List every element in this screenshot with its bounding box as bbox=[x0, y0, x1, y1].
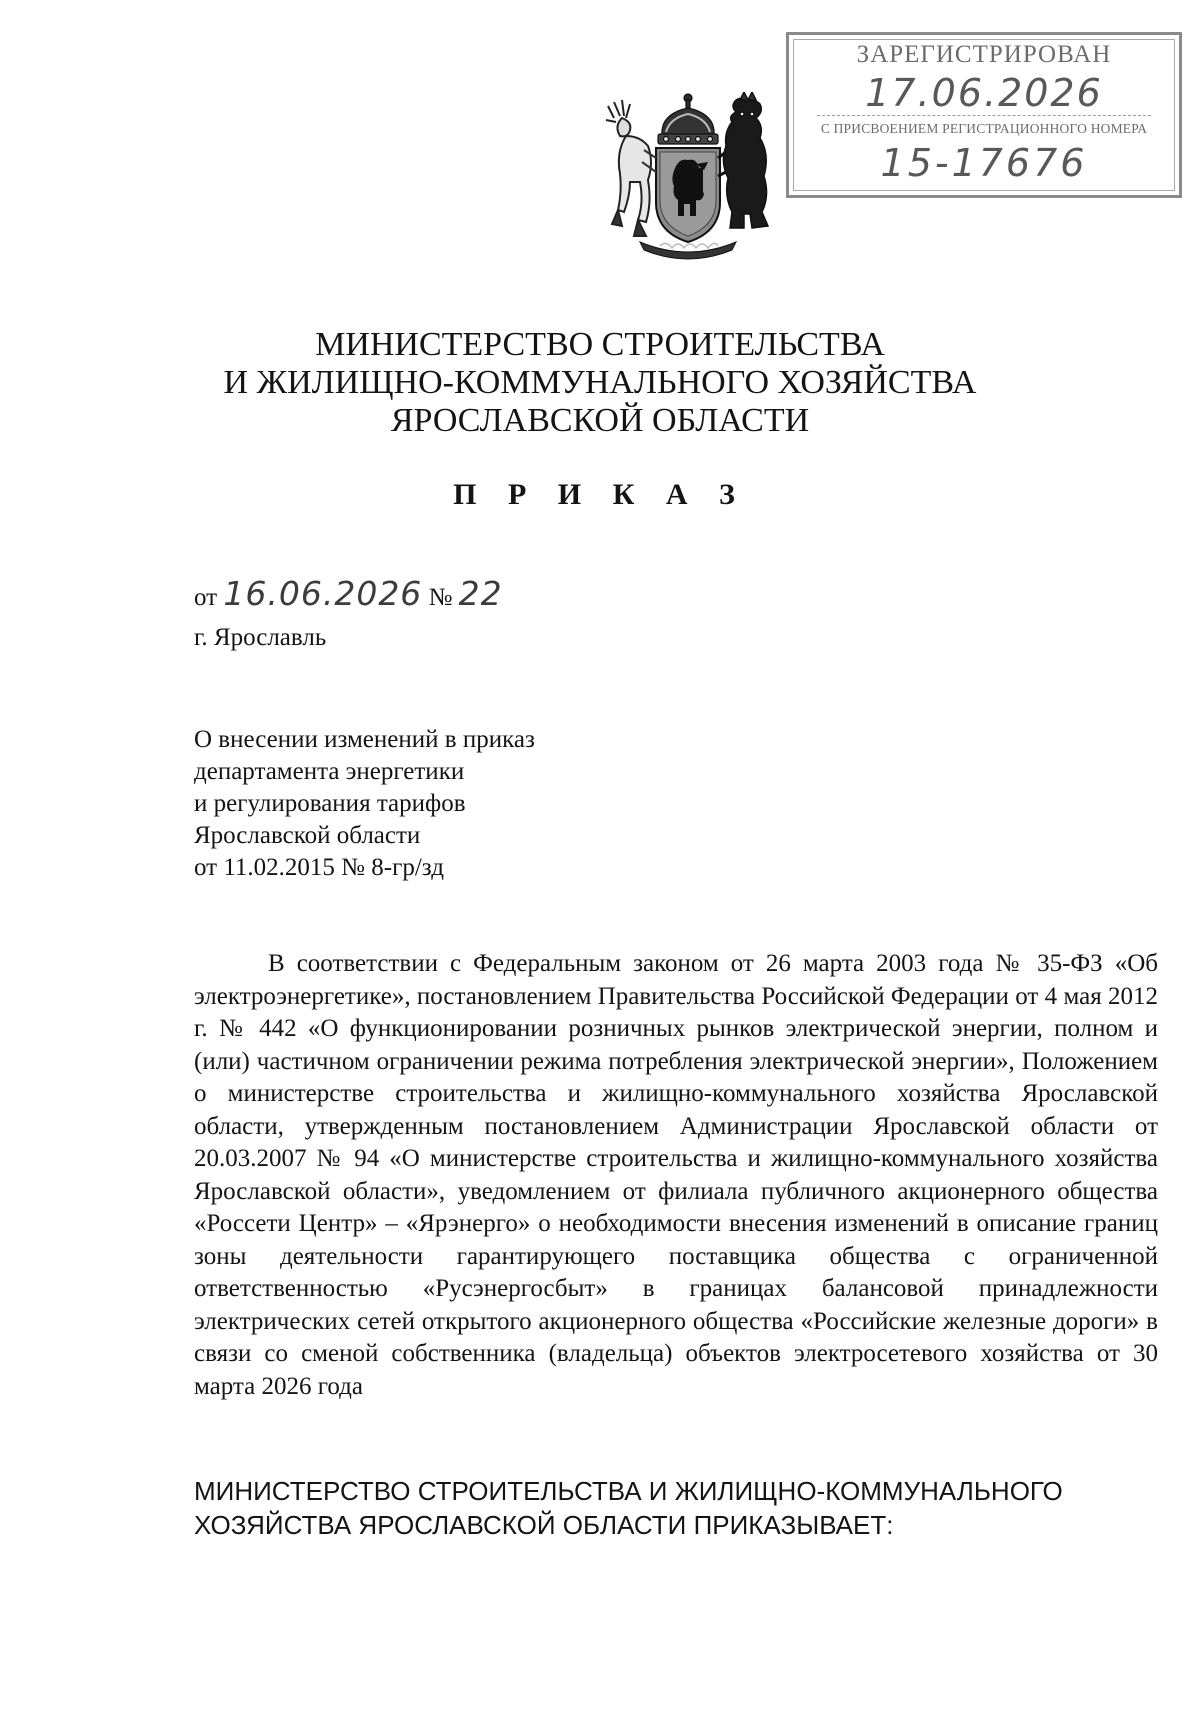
shield-icon bbox=[656, 148, 720, 242]
stamp-title: ЗАРЕГИСТРИРОВАН bbox=[856, 41, 1112, 68]
subject-line: департамента энергетики bbox=[194, 758, 465, 785]
registration-stamp bbox=[786, 32, 1182, 198]
bear-supporter-icon bbox=[718, 92, 768, 228]
deer-supporter-icon bbox=[606, 100, 656, 236]
preamble-paragraph: В соответствии с Федеральным законом от 26 марта 2003 года № 35-ФЗ «Об электроэнергетике», постановлением Правительства Российской Федерации от 4 мая 2012 г. № 442 «О функционировании розничных рынков электрической энергии, полном и (или) частичном ограничении режима потребления электрической энергии», Положением о министерстве строительства и жилищно-коммунального хозяйства Ярославской области, утвержденным постановлением Администрации Ярославской области от 20.03.2007 № 94 «О министерстве строительства и жилищно-коммунального хозяйства Ярославской области», уведомлением от филиала публичного акционерного общества «Россети Центр» – «Ярэнерго» о необходимости внесения изменений в описание границ зоны деятельности гарантирующего поставщика общества с ограниченной ответственностью «Русэнергосбыт» в границах балансовой принадлежности электрических сетей открытого акционерного общества «Российские железные дороги» в связи со сменой собственника (владельца) объектов электросетевого хозяйства от 30 марта 2026 года bbox=[194, 950, 1158, 1400]
order-city: г. Ярославль bbox=[194, 624, 327, 651]
ministry-line: МИНИСТЕРСТВО СТРОИТЕЛЬСТВА bbox=[315, 326, 885, 363]
crown-icon bbox=[658, 94, 718, 144]
order-date-number bbox=[194, 574, 503, 613]
order-subject bbox=[194, 724, 535, 884]
order-number: 22 bbox=[458, 574, 503, 613]
ministry-name bbox=[0, 326, 1200, 440]
operative-clause: МИНИСТЕРСТВО СТРОИТЕЛЬСТВА И ЖИЛИЩНО-КОММУНАЛЬНОГО ХОЗЯЙСТВА ЯРОСЛАВСКОЙ ОБЛАСТИ ПРИКАЗЫВАЕТ: bbox=[194, 1476, 1063, 1540]
order-date: 16.06.2026 bbox=[223, 574, 423, 613]
base-ribbon-icon bbox=[640, 242, 736, 259]
subject-line: от 11.02.2015 № 8-гр/зд bbox=[194, 854, 444, 881]
coat-of-arms-icon bbox=[600, 92, 776, 262]
stamp-divider bbox=[817, 115, 1151, 116]
number-label: № bbox=[428, 584, 453, 611]
from-label: от bbox=[194, 584, 218, 611]
subject-line: О внесении изменений в приказ bbox=[194, 726, 535, 753]
stamp-date: 17.06.2026 bbox=[865, 71, 1103, 115]
subject-line: Ярославской области bbox=[194, 822, 421, 849]
ministry-line: ЯРОСЛАВСКОЙ ОБЛАСТИ bbox=[390, 402, 810, 439]
document-type-title: П Р И К А З bbox=[453, 478, 747, 511]
subject-line: и регулирования тарифов bbox=[194, 790, 466, 817]
ministry-line: И ЖИЛИЩНО-КОММУНАЛЬНОГО ХОЗЯЙСТВА bbox=[223, 364, 977, 401]
stamp-subtitle: С ПРИСВОЕНИЕМ РЕГИСТРАЦИОННОГО НОМЕРА bbox=[820, 121, 1148, 136]
stamp-number: 15-17676 bbox=[880, 141, 1088, 185]
